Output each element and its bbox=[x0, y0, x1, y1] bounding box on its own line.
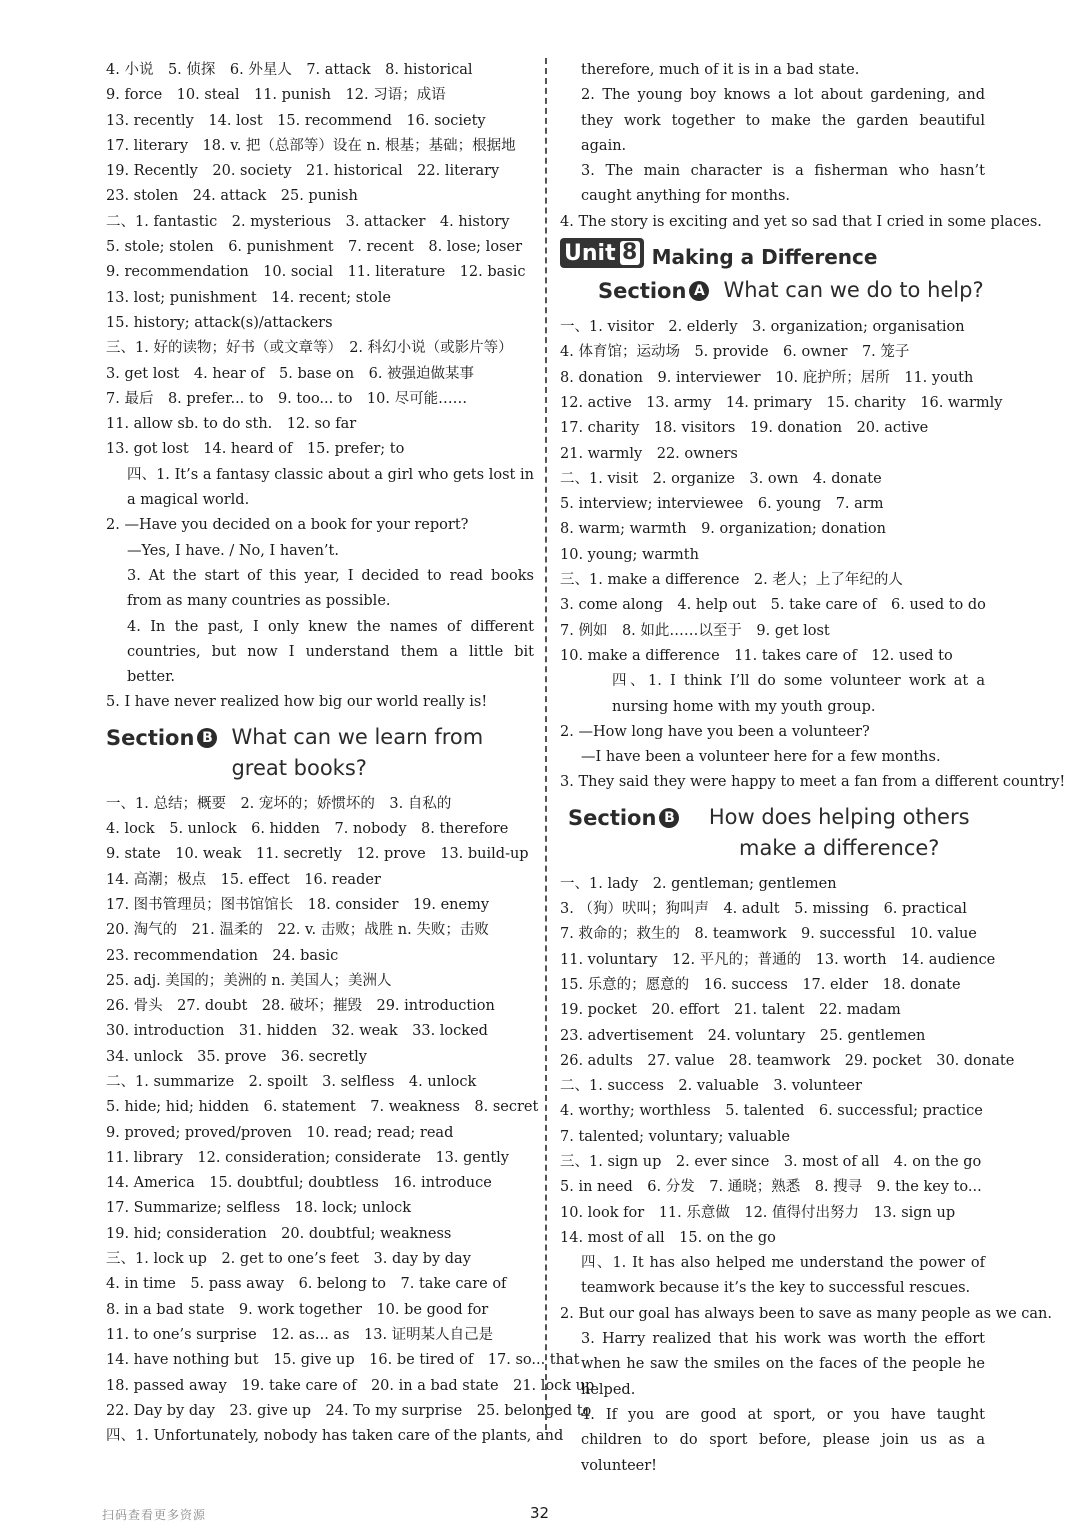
answer-line: 7. 救命的；救生的 8. teamwork 9. successful 10. value bbox=[560, 926, 977, 943]
answer-line: 3. come along 4. help out 5. take care of 6. used to do bbox=[560, 597, 986, 614]
section-a-heading bbox=[598, 275, 985, 307]
answer-line: 8. in a bad state 9. work together 10. be good for bbox=[106, 1301, 489, 1318]
answer-line: 11. to one’s surprise 12. as... as 13. 证明某人自己是 bbox=[106, 1326, 494, 1343]
answer-line: 17. Summarize; selfless 18. lock; unlock bbox=[106, 1200, 412, 1217]
answer-line: 15. history; attack(s)/attackers bbox=[106, 314, 333, 331]
answer-line: 4. in time 5. pass away 6. belong to 7. take care of bbox=[106, 1276, 507, 1293]
answer-line: 4. worthy; worthless 5. talented 6. successful; practice bbox=[560, 1103, 983, 1120]
answer-line: 8. donation 9. interviewer 10. 庇护所；居所 11. youth bbox=[560, 369, 974, 386]
section-title: What can we learn from great books? bbox=[231, 724, 484, 780]
answer-line: 11. library 12. consideration; considerate 13. gently bbox=[106, 1149, 509, 1166]
section-b-heading-right bbox=[568, 802, 985, 864]
answer-line: 26. adults 27. value 28. teamwork 29. pocket 30. donate bbox=[560, 1052, 1015, 1069]
right-column bbox=[560, 58, 1066, 1479]
answer-line: 四、1. I think I’ll do some volunteer work at a nursing home with my youth group. bbox=[612, 673, 985, 715]
answer-line: 3. （狗）吠叫；狗叫声 4. adult 5. missing 6. practical bbox=[560, 901, 967, 918]
answer-line: 30. introduction 31. hidden 32. weak 33. locked bbox=[106, 1023, 488, 1040]
unit-number: 8 bbox=[620, 241, 640, 265]
unit-badge: Unit 8 bbox=[560, 238, 644, 268]
answer-line: therefore, much of it is in a bad state. bbox=[581, 62, 860, 78]
answer-line: 3. They said they were happy to meet a fan from a different country! bbox=[560, 774, 1066, 791]
answer-line: 13. got lost 14. heard of 15. prefer; to bbox=[106, 441, 405, 458]
answer-line: 7. 最后 8. prefer... to 9. too... to 10. 尽可能…… bbox=[106, 390, 468, 407]
answer-line: 2. —Have you decided on a book for your report? bbox=[106, 517, 469, 534]
answer-line: 25. adj. 美国的；美洲的 n. 美国人；美洲人 bbox=[106, 972, 392, 989]
answer-line: 三、1. make a difference 2. 老人；上了年纪的人 bbox=[560, 572, 903, 589]
answer-line: 9. state 10. weak 11. secretly 12. prove 13. build-up bbox=[106, 846, 529, 863]
answer-line: 一、1. 总结；概要 2. 宠坏的；娇惯坏的 3. 自私的 bbox=[106, 795, 452, 812]
answer-line: 11. allow sb. to do sth. 12. so far bbox=[106, 416, 357, 433]
answer-line: 四、1. It has also helped me understand the power of teamwork because it’s the key to successful rescues. bbox=[581, 1255, 985, 1297]
answer-line: 23. recommendation 24. basic bbox=[106, 947, 339, 964]
answer-line: 26. 骨头 27. doubt 28. 破坏；摧毁 29. introduction bbox=[106, 998, 495, 1015]
answer-line: 10. make a difference 11. takes care of 12. used to bbox=[560, 647, 953, 664]
answer-line: 19. hid; consideration 20. doubtful; weakness bbox=[106, 1225, 452, 1242]
answer-line: 19. pocket 20. effort 21. talent 22. madam bbox=[560, 1002, 901, 1019]
answer-line: 12. active 13. army 14. primary 15. charity 16. warmly bbox=[560, 394, 1003, 411]
footer-watermark: 扫码查看更多资源 bbox=[102, 1508, 207, 1522]
page-number: 32 bbox=[530, 1504, 550, 1522]
answer-line: 13. lost; punishment 14. recent; stole bbox=[106, 289, 391, 306]
answer-line: 10. young; warmth bbox=[560, 546, 699, 563]
answer-line: 5. hide; hid; hidden 6. statement 7. weakness 8. secret bbox=[106, 1099, 539, 1116]
unit-title: Making a Difference bbox=[651, 245, 878, 270]
section-label: Section B bbox=[568, 802, 679, 834]
answer-line: 7. 例如 8. 如此……以至于 9. get lost bbox=[560, 622, 830, 639]
answer-line: 8. warm; warmth 9. organization; donation bbox=[560, 521, 886, 538]
section-label: Section B bbox=[106, 722, 217, 754]
unit-heading bbox=[560, 237, 985, 269]
answer-line: 7. talented; voluntary; valuable bbox=[560, 1128, 790, 1145]
answer-line: 23. stolen 24. attack 25. punish bbox=[106, 188, 358, 205]
answer-line: 22. Day by day 23. give up 24. To my surprise 25. belonged to bbox=[106, 1402, 592, 1419]
answer-line: 2. The young boy knows a lot about gardening, and they work together to make the garden beautiful again. bbox=[581, 87, 985, 154]
answer-line: 3. get lost 4. hear of 5. base on 6. 被强迫做某事 bbox=[106, 365, 475, 382]
answer-line: 14. 高潮；极点 15. effect 16. reader bbox=[106, 871, 381, 888]
answer-line: 3. Harry realized that his work was worth the effort when he saw the smiles on the faces of the people he helped. bbox=[581, 1331, 985, 1398]
answer-line: 5. interview; interviewee 6. young 7. arm bbox=[560, 496, 884, 513]
answer-line: 三、1. lock up 2. get to one’s feet 3. day by day bbox=[106, 1251, 471, 1268]
answer-line: 13. recently 14. lost 15. recommend 16. society bbox=[106, 112, 486, 129]
left-top-answers bbox=[106, 58, 534, 716]
answer-line: 4. 体育馆；运动场 5. provide 6. owner 7. 笼子 bbox=[560, 344, 910, 361]
answer-line: 20. 淘气的 21. 温柔的 22. v. 击败；战胜 n. 失败；击败 bbox=[106, 922, 489, 939]
answer-line: 2. But our goal has always been to save as many people as we can. bbox=[560, 1305, 1052, 1322]
answer-line: 二、1. fantastic 2. mysterious 3. attacker 4. history bbox=[106, 213, 510, 230]
answer-line: 4. 小说 5. 侦探 6. 外星人 7. attack 8. historical bbox=[106, 62, 473, 78]
answer-line: 4. The story is exciting and yet so sad that I cried in some places. bbox=[560, 213, 1042, 230]
answer-line: 三、1. sign up 2. ever since 3. most of all 4. on the go bbox=[560, 1153, 982, 1170]
answer-line: 21. warmly 22. owners bbox=[560, 445, 738, 462]
answer-line: 4. In the past, I only knew the names of different countries, but now I understand them a little bit better. bbox=[127, 618, 534, 686]
answer-line: 17. literary 18. v. 把（总部等）设在 n. 根基；基础；根据地 bbox=[106, 137, 516, 154]
answer-line: 4. If you are good at sport, or you have taught children to do sport before, please join us as a volunteer! bbox=[581, 1406, 985, 1474]
section-letter-badge: B bbox=[197, 728, 217, 748]
answer-line: 11. voluntary 12. 平凡的；普通的 13. worth 14. audience bbox=[560, 951, 996, 968]
right-mid-answers bbox=[560, 315, 1066, 796]
answer-line: 4. lock 5. unlock 6. hidden 7. nobody 8. therefore bbox=[106, 821, 509, 838]
left-column bbox=[106, 58, 595, 1449]
answer-line: 5. I have never realized how big our world really is! bbox=[106, 694, 488, 711]
right-bottom-answers bbox=[560, 872, 1052, 1479]
answer-line: 9. recommendation 10. social 11. literature 12. basic bbox=[106, 264, 526, 281]
answer-line: 9. proved; proved/proven 10. read; read; read bbox=[106, 1124, 454, 1141]
answer-line: 15. 乐意的；愿意的 16. success 17. elder 18. donate bbox=[560, 976, 961, 993]
answer-line: 14. have nothing but 15. give up 16. be tired of 17. so... that bbox=[106, 1352, 580, 1369]
right-top-answers bbox=[560, 58, 1042, 235]
answer-line: 18. passed away 19. take care of 20. in a bad state 21. lock up bbox=[106, 1377, 595, 1394]
answer-line: —I have been a volunteer here for a few months. bbox=[581, 749, 941, 766]
answer-line: 5. stole; stolen 6. punishment 7. recent 8. lose; loser bbox=[106, 239, 522, 256]
answer-line: 三、1. 好的读物；好书（或文章等） 2. 科幻小说（或影片等） bbox=[106, 340, 513, 357]
answer-line: 3. The main character is a fisherman who hasn’t caught anything for months. bbox=[581, 163, 985, 205]
section-letter-badge: A bbox=[689, 281, 709, 301]
answer-line: 14. most of all 15. on the go bbox=[560, 1229, 776, 1246]
answer-line: 19. Recently 20. society 21. historical 22. literary bbox=[106, 163, 500, 180]
section-label: Section A bbox=[598, 275, 709, 307]
column-divider bbox=[545, 58, 547, 1430]
left-bottom-answers bbox=[106, 792, 595, 1450]
answer-line: 2. —How long have you been a volunteer? bbox=[560, 723, 870, 740]
answer-line: 34. unlock 35. prove 36. secretly bbox=[106, 1048, 367, 1065]
answer-line: 14. America 15. doubtful; doubtless 16. introduce bbox=[106, 1175, 492, 1192]
answer-line: 二、1. success 2. valuable 3. volunteer bbox=[560, 1078, 862, 1095]
answer-line: 二、1. visit 2. organize 3. own 4. donate bbox=[560, 470, 882, 487]
answer-line: 3. At the start of this year, I decided to read books from as many countries as possible. bbox=[127, 567, 534, 610]
section-title: How does helping others make a difference? bbox=[708, 804, 970, 860]
section-letter-badge: B bbox=[659, 808, 679, 828]
answer-line: 23. advertisement 24. voluntary 25. gentlemen bbox=[560, 1027, 926, 1044]
answer-line: 9. force 10. steal 11. punish 12. 习语；成语 bbox=[106, 87, 446, 104]
section-title: What can we do to help? bbox=[723, 278, 984, 303]
answer-line: 17. 图书管理员；图书馆馆长 18. consider 19. enemy bbox=[106, 896, 490, 913]
answer-line: 四、1. Unfortunately, nobody has taken care of the plants, and bbox=[106, 1428, 564, 1445]
answer-line: 一、1. visitor 2. elderly 3. organization; organisation bbox=[560, 319, 965, 336]
answer-line: 一、1. lady 2. gentleman; gentlemen bbox=[560, 875, 837, 892]
answer-line: 四、1. It’s a fantasy classic about a girl who gets lost in a magical world. bbox=[127, 466, 534, 509]
answer-line: 5. in need 6. 分发 7. 通晓；熟悉 8. 搜寻 9. the key to... bbox=[560, 1179, 982, 1196]
answer-line: 17. charity 18. visitors 19. donation 20. active bbox=[560, 420, 929, 437]
answer-line: 10. look for 11. 乐意做 12. 值得付出努力 13. sign up bbox=[560, 1204, 956, 1221]
answer-line: 二、1. summarize 2. spoilt 3. selfless 4. unlock bbox=[106, 1073, 477, 1090]
section-b-heading-left bbox=[106, 722, 534, 784]
answer-line: —Yes, I have. / No, I haven’t. bbox=[127, 542, 339, 559]
